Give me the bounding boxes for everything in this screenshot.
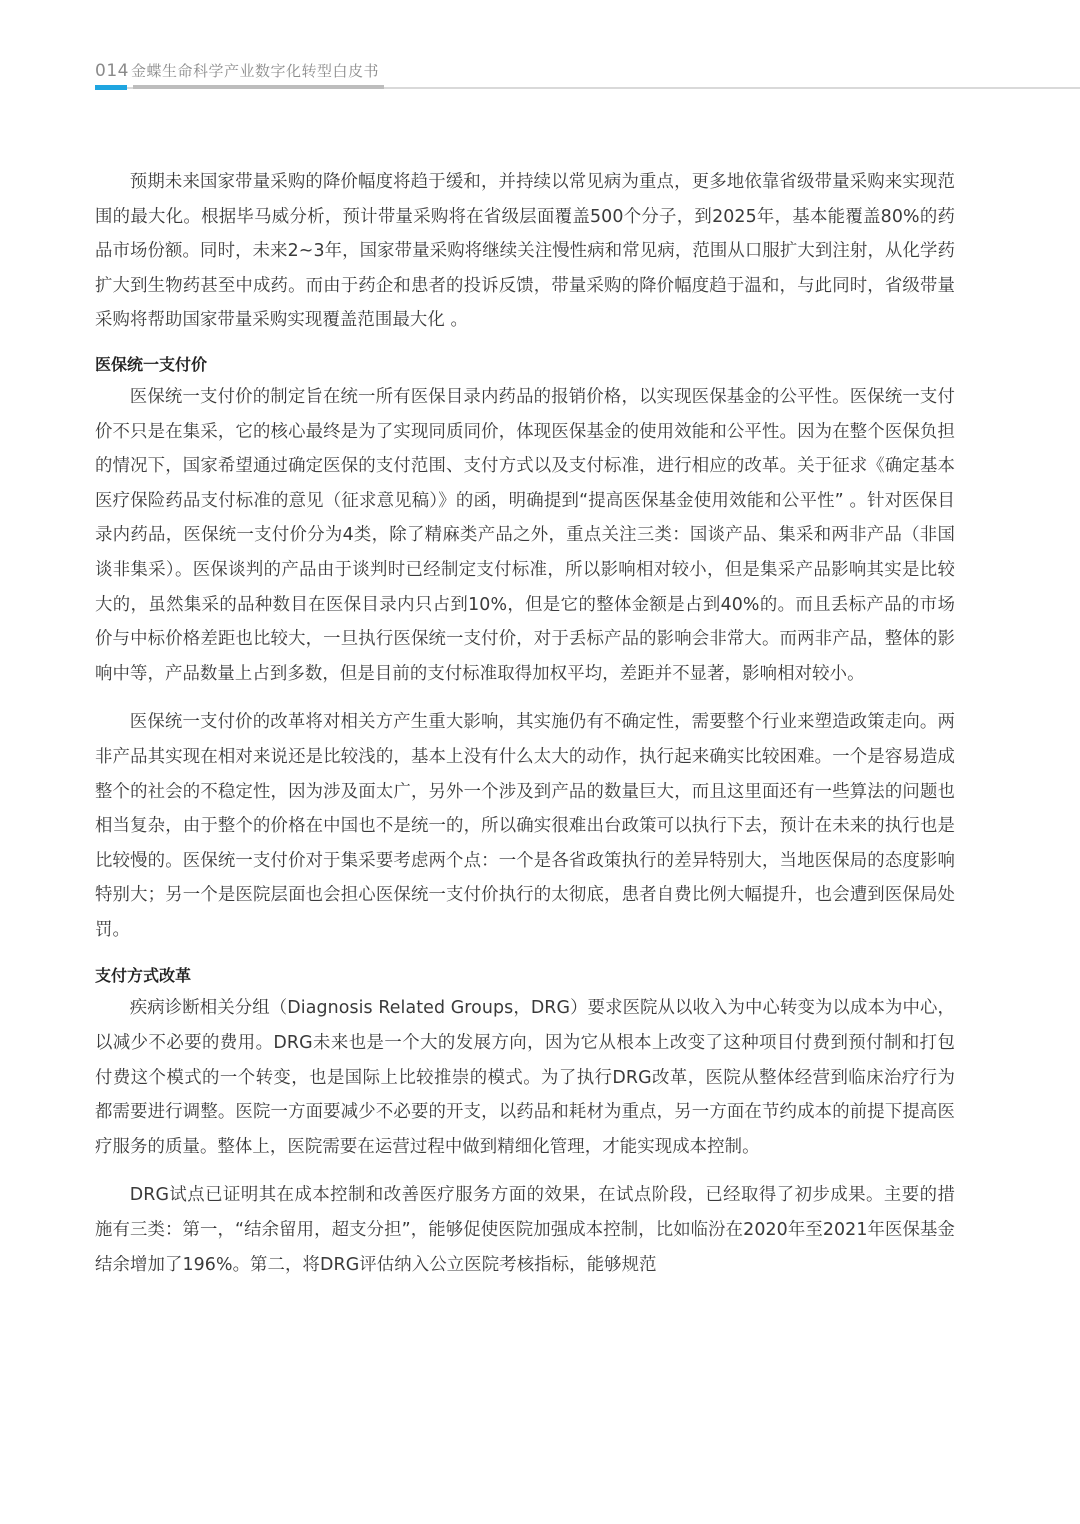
page-number: 014 bbox=[95, 61, 129, 81]
paragraph-drg-intro: 疾病诊断相关分组（Diagnosis Related Groups，DRG）要求医院从以收入为中心转变为以成本为中心，以减少不必要的费用。DRG未来也是一个大的发展方向，因为它从根本上改变了这种项目付费到预付制和打包付费这个模式的一个转变，也是国际上比较推崇的模式。为了执行DRG改革，医院从整体经营到临床治疗行为都需要进行调整。医院一方面要减少不必要的开支，以药品和耗材为重点，另一方面在节约成本的前提下提高医疗服务的质量。整体上，医院需要在运营过程中做到精细化管理，才能实现成本控制。 bbox=[95, 998, 955, 1157]
paragraph-unified-payment-intro: 医保统一支付价的制定旨在统一所有医保目录内药品的报销价格，以实现医保基金的公平性。医保统一支付价不只是在集采，它的核心最终是为了实现同质同价，体现医保基金的使用效能和公平性。因为在整个医保负担的情况下，国家希望通过确定医保的支付范围、支付方式以及支付标准，进行相应的改革。关于征求《确定基本医疗保险药品支付标准的意见（征求意见稿）》的函，明确提到“提高医保基金使用效能和公平性” 。针对医保目录内药品，医保统一支付价分为4类，除了精麻类产品之外，重点关注三类：国谈产品、集采和两非产品（非国谈非集采）。医保谈判的产品由于谈判时已经制定支付标准，所以影响相对较小，但是集采产品影响其实是比较大的，虽然集采的品种数目在医保目录内只占到10%，但是它的整体金额是占到40%的。而且丢标产品的市场价与中标价格差距也比较大，一旦执行医保统一支付价，对于丢标产品的影响会非常大。而两非产品，整体的影响中等，产品数量上占到多数，但是目前的支付标准取得加权平均，差距并不显著，影响相对较小。 bbox=[95, 386, 955, 684]
page-body bbox=[95, 165, 955, 1282]
page-header bbox=[95, 60, 379, 88]
header-title-underline bbox=[133, 85, 384, 89]
paragraph-procurement-outlook: 预期未来国家带量采购的降价幅度将趋于缓和，并持续以常见病为重点，更多地依靠省级带量采购来实现范围的最大化。根据毕马威分析，预计带量采购将在省级层面覆盖500个分子，到2025年，基本能覆盖80%的药品市场份额。同时，未来2~3年，国家带量采购将继续关注慢性病和常见病，范围从口服扩大到注射，从化学药扩大到生物药甚至中成药。而由于药企和患者的投诉反馈，带量采购的降价幅度趋于温和，与此同时，省级带量采购将帮助国家带量采购实现覆盖范围最大化 。 bbox=[95, 172, 955, 331]
section-heading-payment-reform: 支付方式改革 bbox=[95, 966, 192, 986]
section-heading-unified-payment: 医保统一支付价 bbox=[95, 354, 208, 374]
paragraph-unified-payment-impact: 医保统一支付价的改革将对相关方产生重大影响，其实施仍有不确定性，需要整个行业来塑造政策走向。两非产品其实现在相对来说还是比较浅的，基本上没有什么太大的动作，执行起来确实比较困难。一个是容易造成整个的社会的不稳定性，因为涉及面太广，另外一个涉及到产品的数量巨大，而且这里面还有一些算法的问题也相当复杂，由于整个的价格在中国也不是统一的，所以确实很难出台政策可以执行下去，预计在未来的执行也是比较慢的。医保统一支付价对于集采要考虑两个点：一个是各省政策执行的差异特别大，当地医保局的态度影响特别大；另一个是医院层面也会担心医保统一支付价执行的太彻底，患者自费比例大幅提升，也会遭到医保局处罚。 bbox=[95, 712, 955, 940]
document-title: 金蝶生命科学产业数字化转型白皮书 bbox=[130, 62, 379, 80]
header-accent-bar bbox=[95, 85, 127, 90]
paragraph-drg-pilot: DRG试点已证明其在成本控制和改善医疗服务方面的效果，在试点阶段，已经取得了初步成果。主要的措施有三类：第一，“结余留用，超支分担”，能够促使医院加强成本控制，比如临汾在2020年至2021年医保基金结余增加了196%。第二，将DRG评估纳入公立医院考核指标，能够规范 bbox=[95, 1185, 955, 1275]
